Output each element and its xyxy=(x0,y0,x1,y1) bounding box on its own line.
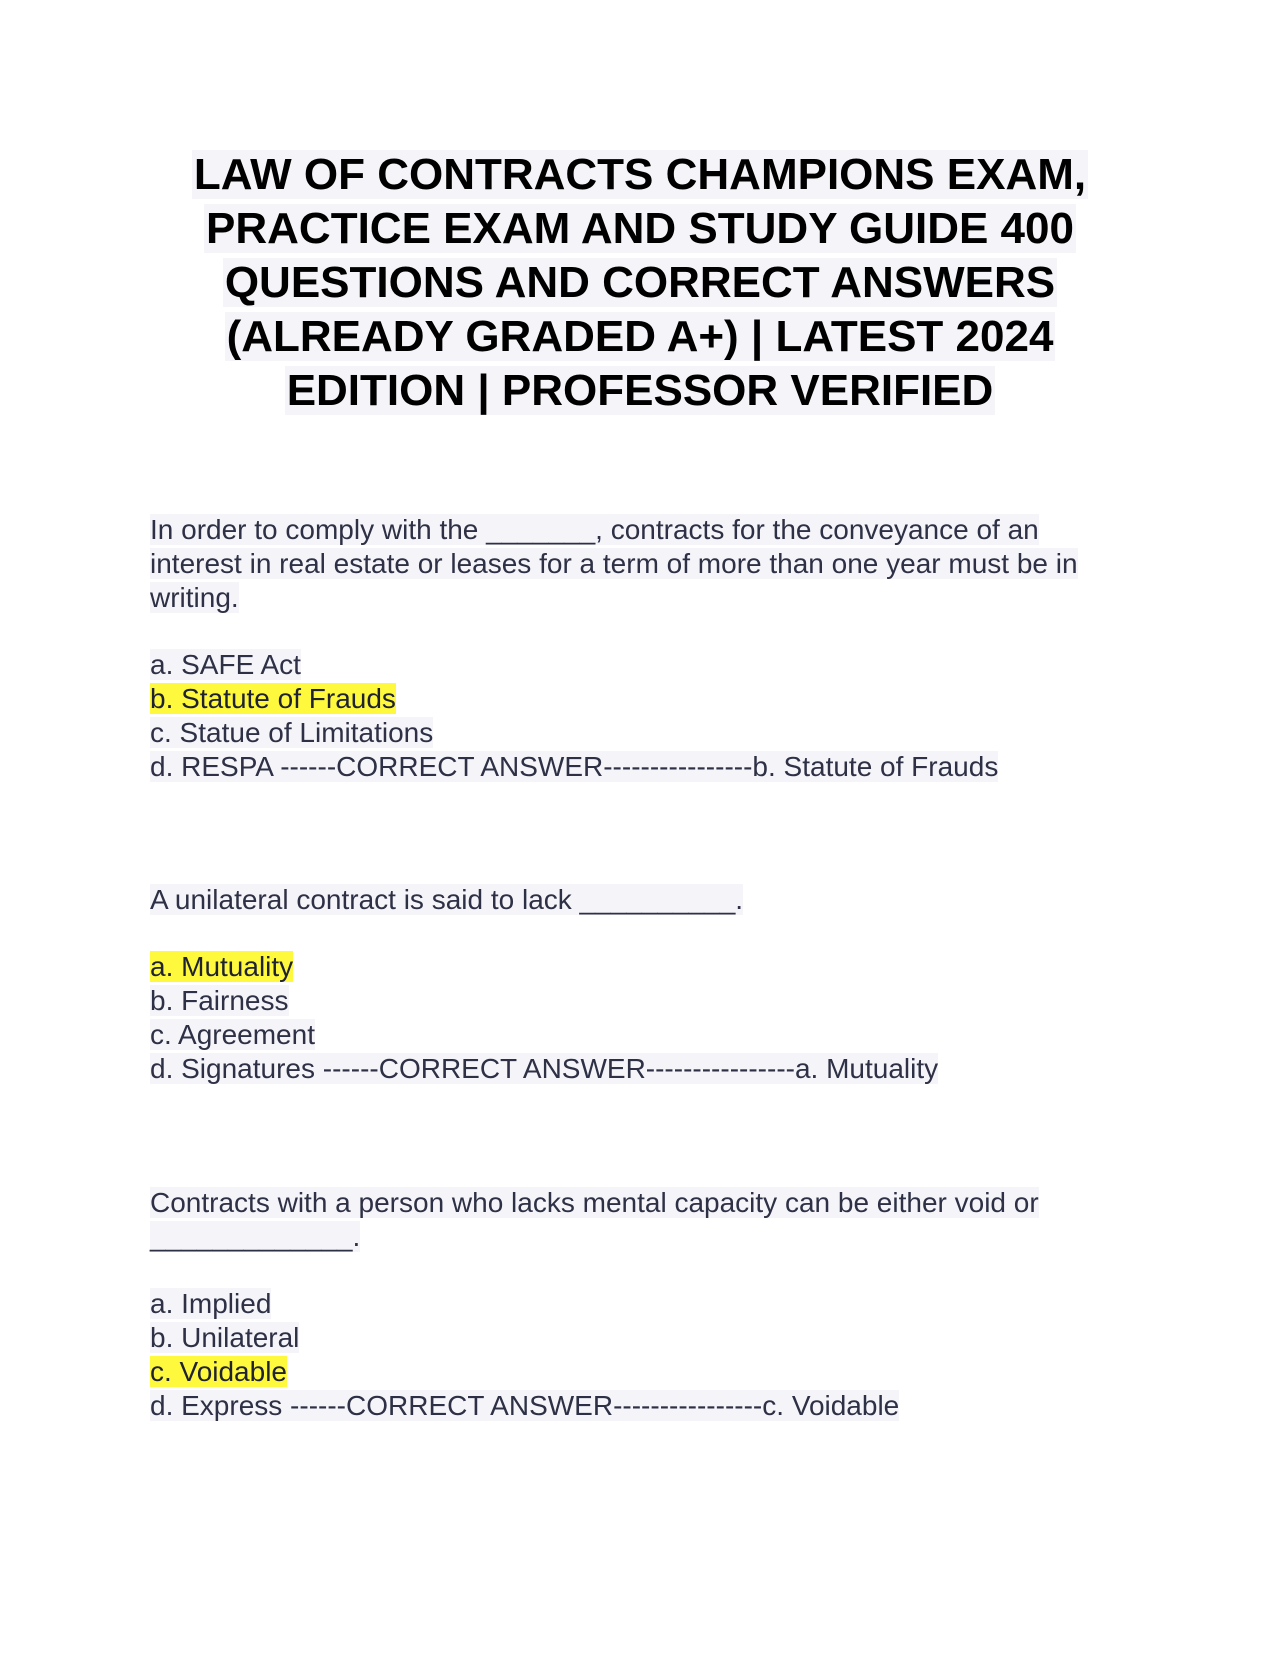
option-c-highlighted: c. Voidable xyxy=(150,1356,287,1387)
title-line: PRACTICE EXAM AND STUDY GUIDE 400 xyxy=(206,204,1074,253)
title-line: QUESTIONS AND CORRECT ANSWERS xyxy=(224,258,1056,307)
option-b: b. Fairness xyxy=(150,985,289,1016)
option-c: c. Agreement xyxy=(150,1019,315,1050)
question-1-text xyxy=(150,513,1150,615)
title-line: EDITION | PROFESSOR VERIFIED xyxy=(286,366,994,415)
option-b-highlighted: b. Statute of Frauds xyxy=(150,683,396,714)
question-3-text xyxy=(150,1186,1150,1254)
option-a-highlighted: a. Mutuality xyxy=(150,951,294,982)
question-line: A unilateral contract is said to lack __________. xyxy=(150,884,744,915)
question-2-options xyxy=(150,950,1150,1086)
option-b: b. Unilateral xyxy=(150,1322,300,1353)
option-c: c. Statue of Limitations xyxy=(150,717,434,748)
option-d-with-answer: d. RESPA ------CORRECT ANSWER----------------b. Statute of Frauds xyxy=(150,751,999,782)
option-a: a. Implied xyxy=(150,1288,272,1319)
question-3-options xyxy=(150,1287,1150,1423)
option-d-with-answer: d. Express ------CORRECT ANSWER----------------c. Voidable xyxy=(150,1390,900,1421)
option-d-with-answer: d. Signatures ------CORRECT ANSWER----------------a. Mutuality xyxy=(150,1053,939,1084)
question-line: _____________. xyxy=(150,1221,361,1252)
question-2-text xyxy=(150,883,1150,917)
title-line: LAW OF CONTRACTS CHAMPIONS EXAM, xyxy=(193,150,1087,199)
question-line: Contracts with a person who lacks mental capacity can be either void or xyxy=(150,1187,1039,1218)
question-line: In order to comply with the _______, contracts for the conveyance of an xyxy=(150,514,1039,545)
document-title xyxy=(150,148,1130,418)
title-line: (ALREADY GRADED A+) | LATEST 2024 xyxy=(226,312,1054,361)
question-line: writing. xyxy=(150,582,239,613)
question-1-options xyxy=(150,648,1150,784)
option-a: a. SAFE Act xyxy=(150,649,301,680)
question-line: interest in real estate or leases for a term of more than one year must be in xyxy=(150,548,1078,579)
